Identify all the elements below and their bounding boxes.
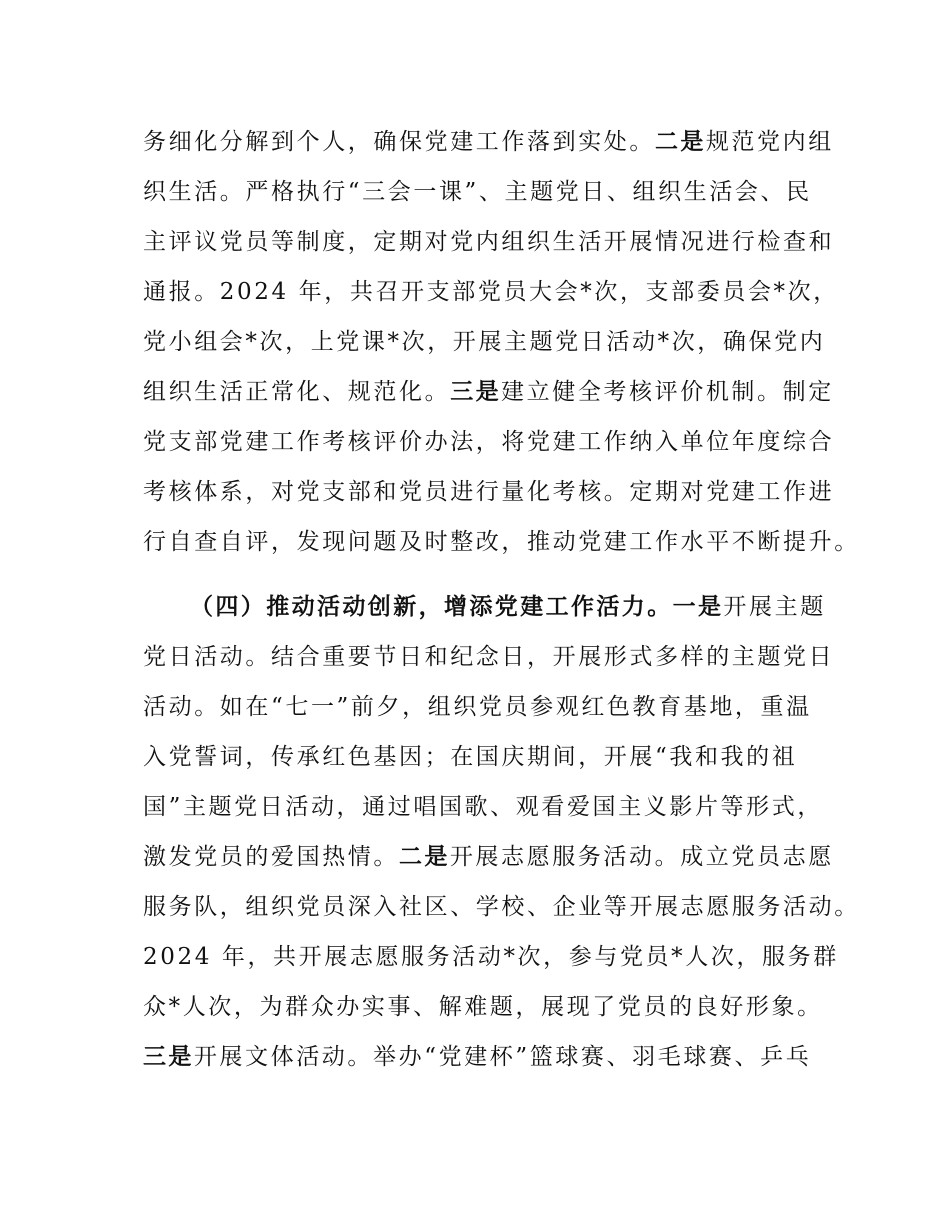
text-segment: 务细化分解到个人，确保党建工作落到实处。 [143,129,655,155]
text-line: 党日活动。结合重要节日和纪念日，开展形式多样的主题党日 [143,644,835,670]
text-line [143,127,834,157]
text-line: 通报。2024 年，共召开支部党员大会*次，支部委员会*次， [143,279,839,305]
text-segment: 开展文体活动。举办“党建杯”篮球赛、羽毛球赛、乒乓 [193,1044,812,1070]
text-segment: 开展志愿服务活动。成立党员志愿 [449,844,834,870]
text-segment: 规范党内组 [705,129,834,155]
emphasis-marker: 二是 [655,129,706,155]
text-segment: 建立健全考核评价机制。制定 [501,379,834,405]
text-line: 众*人次，为群众办实事、解难题，展现了党员的良好形象。 [143,994,823,1020]
text-line: 考核体系，对党支部和党员进行量化考核。定期对党建工作进 [143,479,835,505]
text-segment: 组织生活正常化、规范化。 [143,379,451,405]
text-line [143,842,834,872]
emphasis-marker: 二是 [399,844,450,870]
text-line: 2024 年，共开展志愿服务活动*次，参与党员*人次，服务群 [143,944,839,970]
section-heading: （四）推动活动创新，增添党建工作活力。 [190,594,673,620]
text-line: 行自查自评，发现问题及时整改，推动党建工作水平不断提升。 [143,529,860,555]
text-line [143,1042,811,1072]
emphasis-marker: 三是 [143,1044,194,1070]
text-line: 服务队，组织党员深入社区、学校、企业等开展志愿服务活动。 [143,894,860,920]
text-line: 入党誓词，传承红色基因；在国庆期间，开展“我和我的祖 [143,744,798,770]
text-line: 国”主题党日活动，通过唱国歌、观看爱国主义影片等形式， [143,794,823,820]
text-line [143,377,834,407]
emphasis-marker: 一是 [672,594,724,620]
text-segment: 开展主题 [723,594,826,620]
text-line: 党支部党建工作考核评价办法，将党建工作纳入单位年度综合 [143,429,835,455]
section-heading-line [190,592,826,622]
text-line: 党小组会*次，上党课*次，开展主题党日活动*次，确保党内 [143,329,826,355]
text-line: 织生活。严格执行“三会一课”、主题党日、组织生活会、民 [143,179,812,205]
emphasis-marker: 三是 [450,379,502,405]
text-line: 活动。如在“七一”前夕，组织党员参观红色教育基地，重温 [143,694,812,720]
text-segment: 激发党员的爱国热情。 [143,844,399,870]
text-line: 主评议党员等制度，定期对党内组织生活开展情况进行检查和 [143,229,835,255]
